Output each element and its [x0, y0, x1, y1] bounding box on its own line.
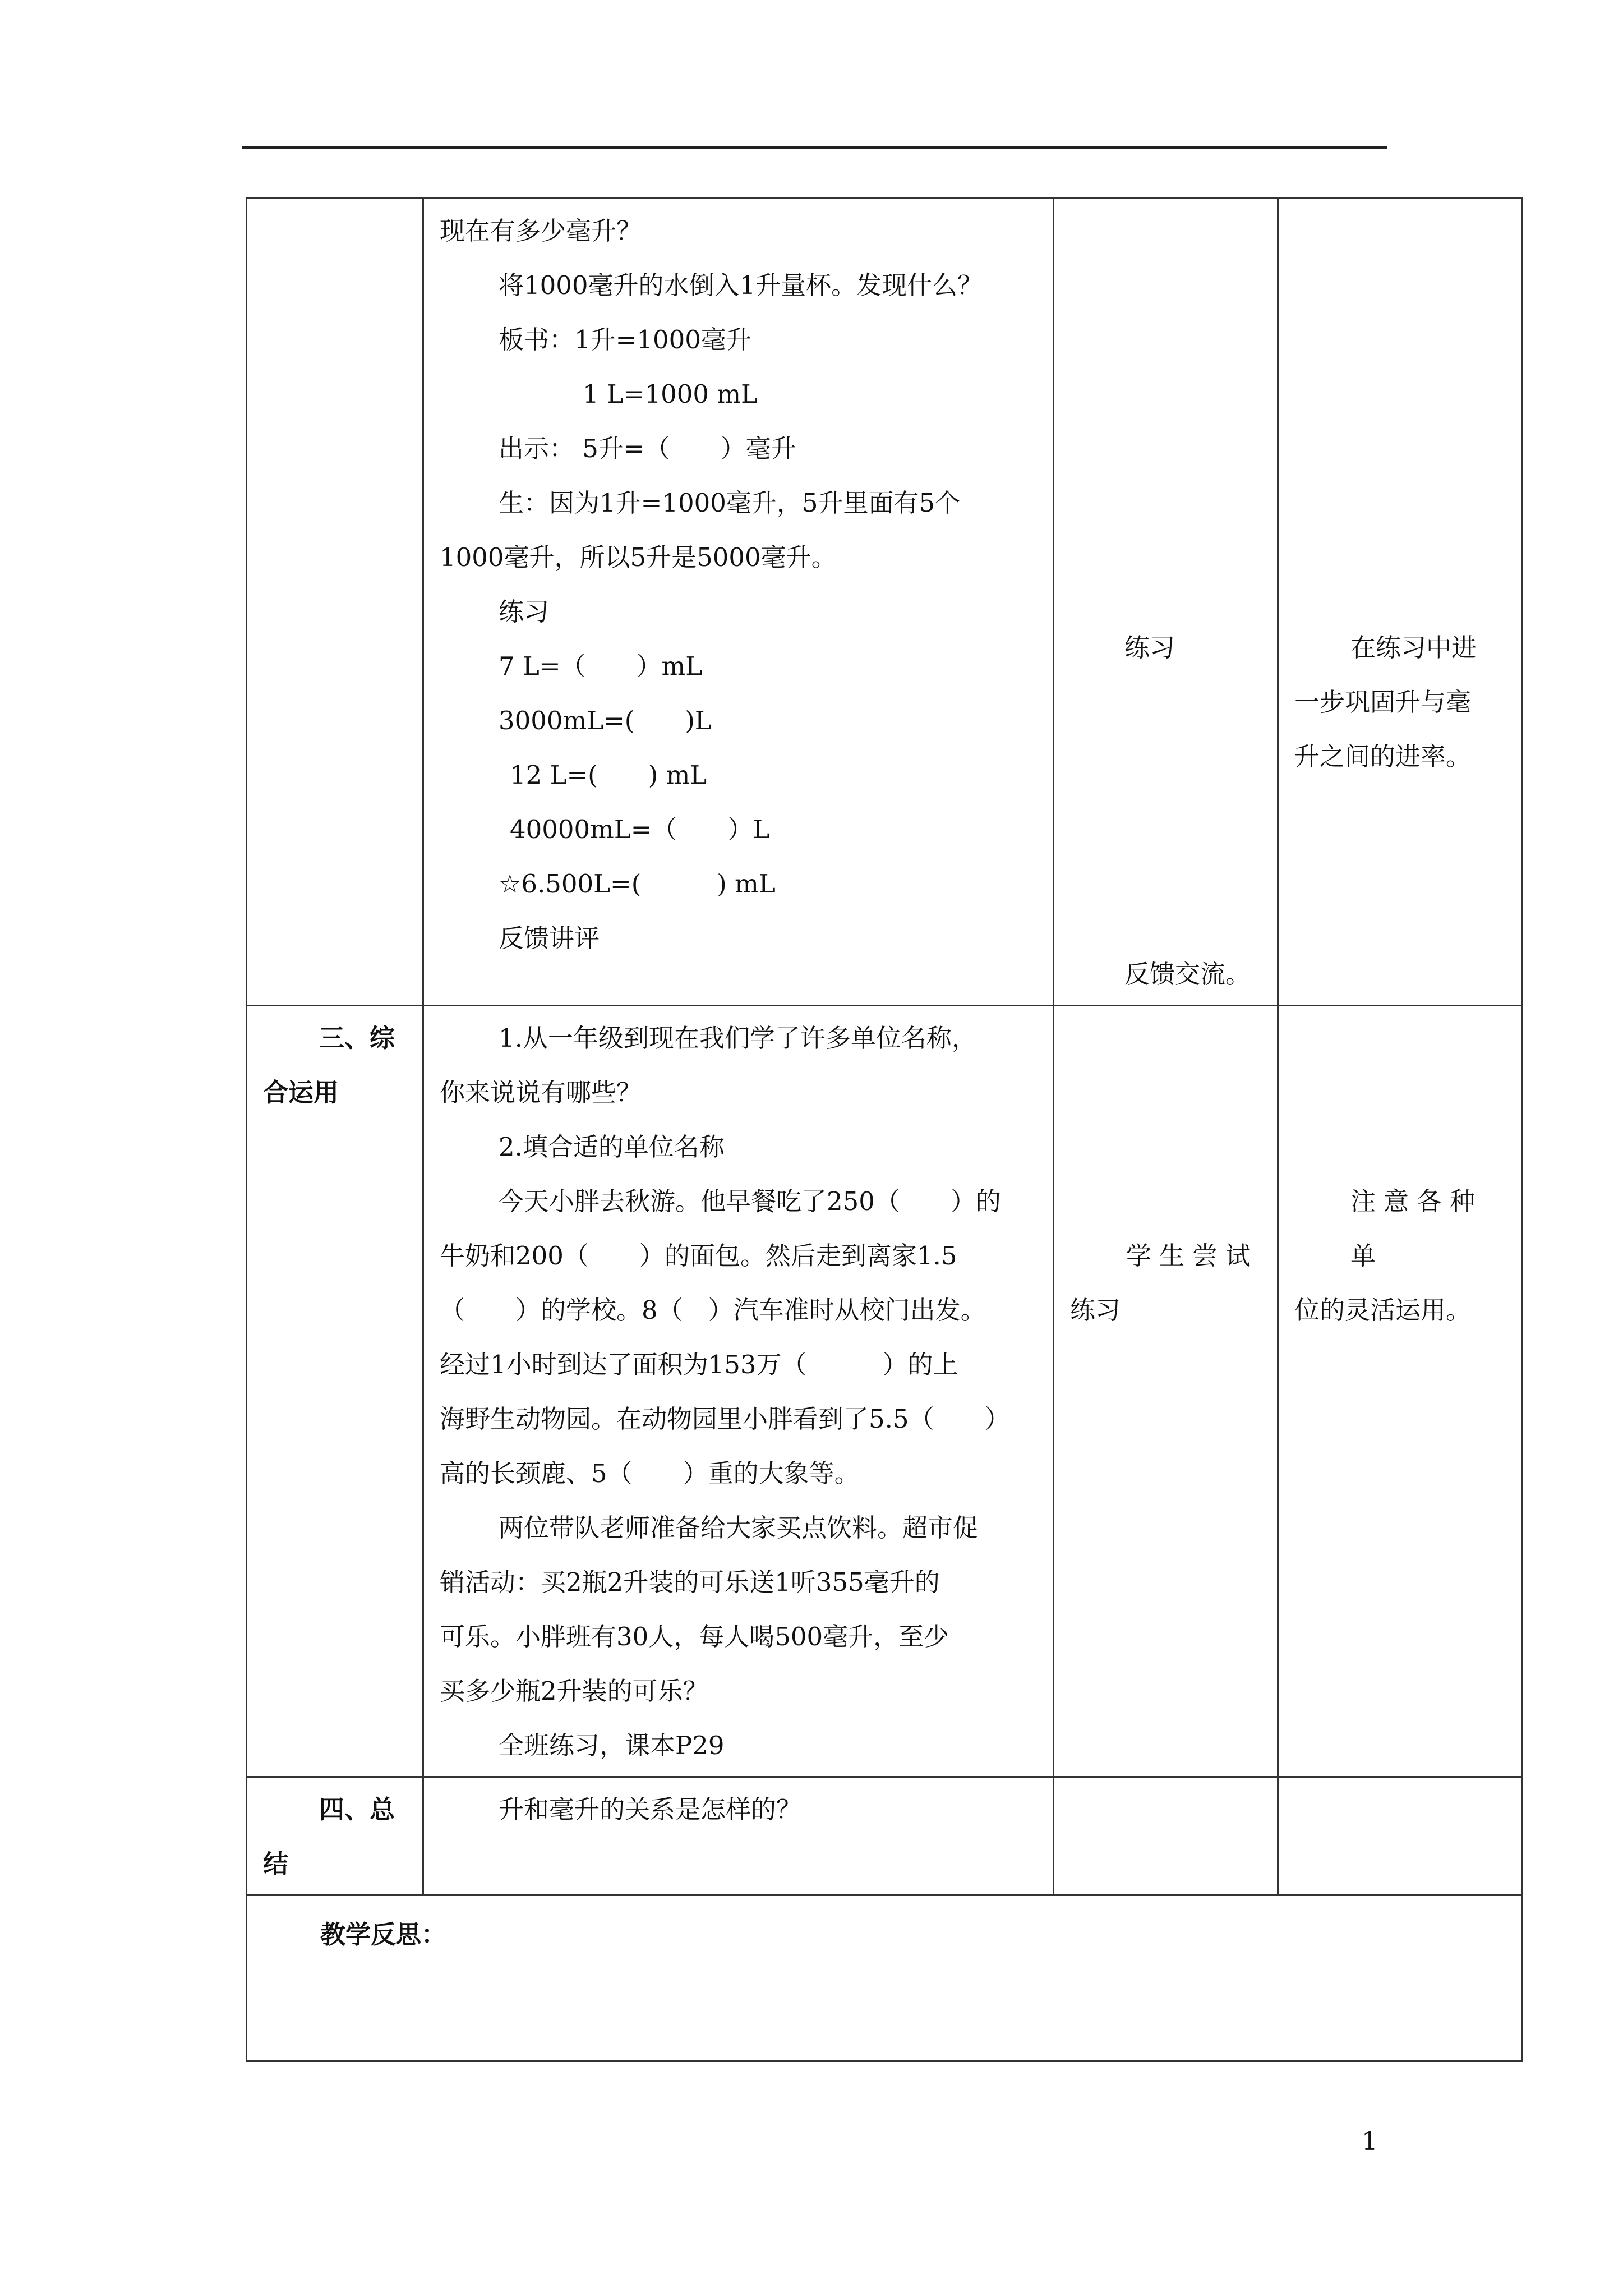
intent-line: 一步巩固升与毫 — [1294, 687, 1472, 717]
content-cell — [423, 199, 1054, 1006]
content-line: 1000毫升，所以5升是5000毫升。 — [440, 542, 837, 572]
stage-cell — [247, 199, 423, 1006]
stage-line: 三、综 — [319, 1023, 395, 1053]
page-number: 1 — [1362, 2126, 1378, 2156]
content-cell — [423, 1777, 1054, 1895]
content-line: 现在有多少毫升？ — [440, 216, 642, 246]
header-rule — [242, 146, 1387, 149]
stage-cell — [247, 1006, 423, 1777]
intent-line: 位的灵活运用。 — [1294, 1295, 1472, 1325]
content-line: 高的长颈鹿、5（ ）重的大象等。 — [440, 1458, 860, 1488]
reflection-label: 教学反思： — [320, 1920, 447, 1949]
content-line: 练习 — [499, 597, 550, 627]
content-line: 海野生动物园。在动物园里小胖看到了5.5（ ） — [440, 1404, 1010, 1434]
student-activity-cell — [1054, 1777, 1278, 1895]
content-line: 40000mL=（ ）L — [510, 815, 770, 844]
content-line: 3000mL=( )L — [499, 706, 712, 735]
content-line: 买多少瓶2升装的可乐？ — [440, 1676, 708, 1706]
intent-line: 升之间的进率。 — [1294, 742, 1472, 771]
stage-line: 四、总 — [319, 1795, 395, 1824]
content-line: ☆6.500L=( ) mL — [499, 869, 776, 899]
student-activity-cell — [1054, 199, 1278, 1006]
lesson-plan-table — [246, 197, 1523, 2062]
intent-line: 注意各种单 — [1350, 1186, 1483, 1271]
content-line: 1 L=1000 mL — [583, 379, 758, 409]
intent-line: 在练习中进 — [1350, 633, 1477, 662]
content-line: 将1000毫升的水倒入1升量杯。发现什么？ — [499, 270, 983, 300]
content-line: 牛奶和200（ ）的面包。然后走到离家1.5 — [440, 1241, 957, 1271]
stage-cell — [247, 1777, 423, 1895]
content-line: 销活动：买2瓶2升装的可乐送1听355毫升的 — [440, 1567, 940, 1597]
table-row — [247, 1006, 1522, 1777]
content-line: 1.从一年级到现在我们学了许多单位名称， — [499, 1023, 977, 1053]
content-line: 7 L=（ ）mL — [499, 651, 703, 681]
content-line: 板书：1升=1000毫升 — [499, 325, 751, 355]
content-line: 两位带队老师准备给大家买点饮料。超市促 — [499, 1513, 979, 1543]
activity-line: 反馈交流。 — [1124, 959, 1251, 989]
content-line: 经过1小时到达了面积为153万（ ）的上 — [440, 1350, 958, 1379]
table-row — [247, 1777, 1522, 1895]
design-intent-cell — [1278, 199, 1522, 1006]
content-line: 反馈讲评 — [499, 923, 600, 953]
content-line: 今天小胖去秋游。他早餐吃了250（ ）的 — [499, 1186, 1001, 1216]
table-row — [247, 199, 1522, 1006]
content-line: 升和毫升的关系是怎样的？ — [499, 1795, 802, 1824]
content-line: 出示： 5升=（ ）毫升 — [499, 434, 796, 463]
content-line: 12 L=( ) mL — [510, 760, 707, 790]
content-cell — [423, 1006, 1054, 1777]
design-intent-cell — [1278, 1777, 1522, 1895]
content-line: 生：因为1升=1000毫升，5升里面有5个 — [499, 488, 961, 518]
content-line: 可乐。小胖班有30人，每人喝500毫升，至少 — [440, 1622, 949, 1651]
student-activity-cell — [1054, 1006, 1278, 1777]
activity-line: 练习 — [1124, 633, 1175, 662]
activity-line: 学生尝试 — [1126, 1241, 1259, 1271]
stage-line: 合运用 — [263, 1078, 339, 1107]
design-intent-cell — [1278, 1006, 1522, 1777]
reflection-cell — [247, 1895, 1522, 2062]
content-line: 全班练习，课本P29 — [499, 1731, 725, 1760]
content-line: 2.填合适的单位名称 — [499, 1132, 725, 1162]
activity-line: 练习 — [1070, 1295, 1121, 1325]
table-row — [247, 1895, 1522, 2062]
content-line: （ ）的学校。8（ ）汽车准时从校门出发。 — [440, 1295, 986, 1325]
content-line: 你来说说有哪些？ — [440, 1078, 642, 1107]
stage-line: 结 — [263, 1849, 289, 1879]
